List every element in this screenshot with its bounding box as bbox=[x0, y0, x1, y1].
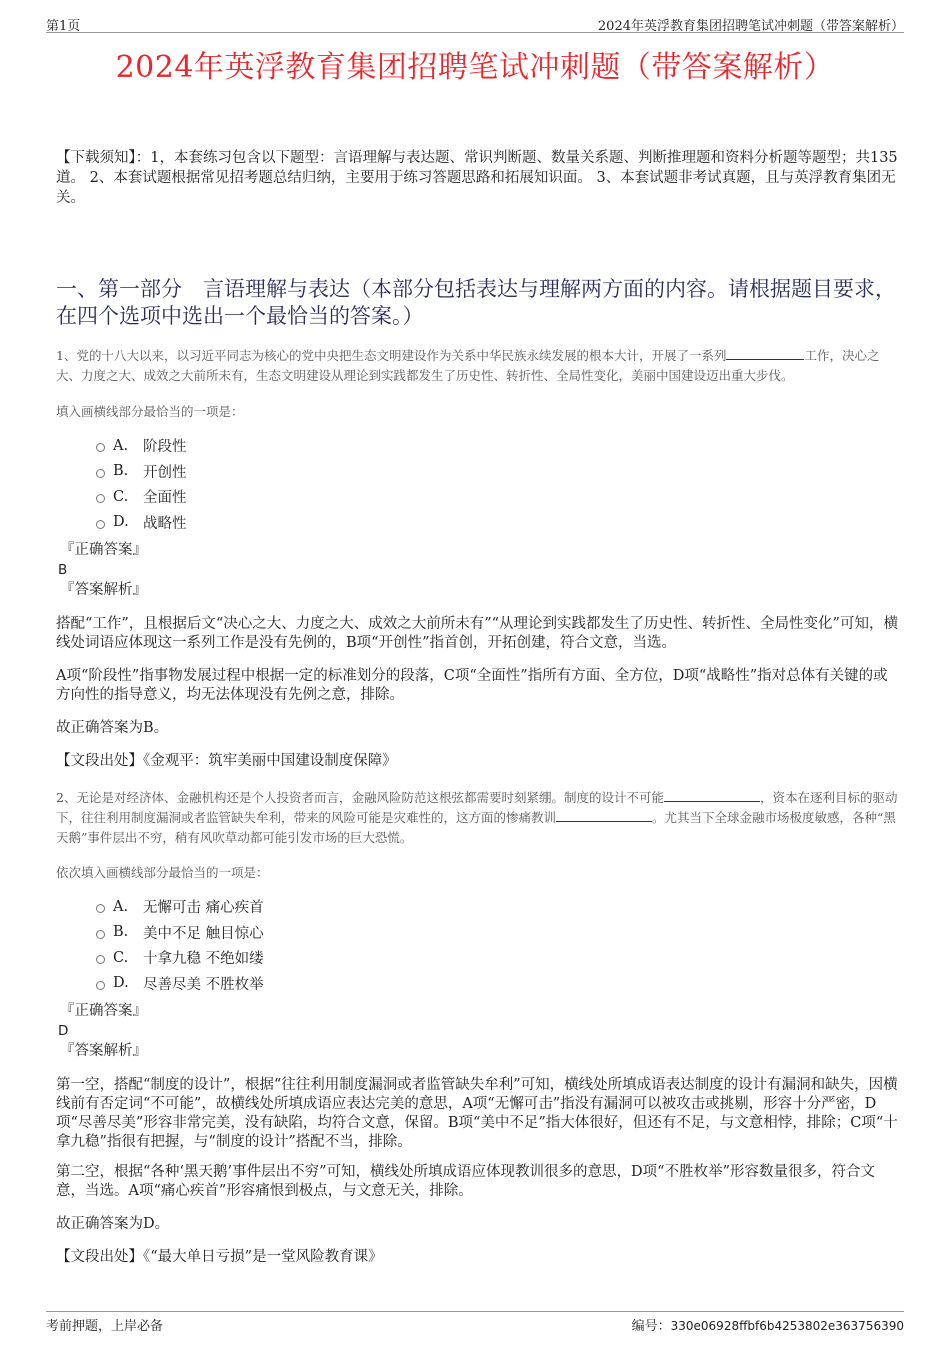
option-b[interactable]: B. 美中不足 触目惊心 bbox=[96, 920, 264, 946]
correct-answer: B bbox=[58, 562, 68, 578]
source-citation: 【文段出处】《“最大单日亏损”是一堂风险教育课》 bbox=[56, 1249, 383, 1265]
radio-icon[interactable] bbox=[96, 955, 105, 964]
answer-label: 『正确答案』 bbox=[60, 542, 147, 558]
answer-blank bbox=[726, 347, 804, 360]
page-footer bbox=[46, 1311, 904, 1332]
header-doc-title: 2024年英浮教育集团招聘笔试冲刺题（带答案解析） bbox=[597, 19, 904, 34]
question-1-stem: 1、党的十八大以来，以习近平同志为核心的党中央把生态文明建设作为关系中华民族永续发展的根本大计，开展了一系列 工作，决心之大、力度之大、成效之大前所未有，生态文明建设从理论到实践都发生了历史性、转折性、全局性变化，美丽中国建设迈出重大步伐。 bbox=[56, 348, 880, 383]
document-title: 2024年英浮教育集团招聘笔试冲刺题（带答案解析） bbox=[115, 50, 835, 85]
correct-answer: D bbox=[58, 1023, 69, 1039]
option-b[interactable]: B. 开创性 bbox=[96, 459, 187, 485]
radio-icon[interactable] bbox=[96, 520, 105, 529]
radio-icon[interactable] bbox=[96, 494, 105, 503]
question-2-prompt: 依次填入画横线部分最恰当的一项是： bbox=[56, 865, 269, 880]
page-header bbox=[46, 14, 904, 33]
option-d[interactable]: D. 战略性 bbox=[96, 510, 187, 536]
analysis-conclusion: 故正确答案为D。 bbox=[56, 1216, 170, 1232]
radio-icon[interactable] bbox=[96, 981, 105, 990]
question-1-prompt: 填入画横线部分最恰当的一项是： bbox=[56, 404, 244, 419]
option-a[interactable]: A. 无懈可击 痛心疾首 bbox=[96, 894, 264, 920]
analysis-paragraph: 搭配“工作”，且根据后文“决心之大、力度之大、成效之大前所未有”“从理论到实践都发生了历史性、转折性、全局性变化”可知，横线处词语应体现这一系列工作是没有先例的，B项“开创性”指首创，开拓创建，符合文意，当选。 bbox=[56, 616, 898, 651]
section-title: 一、第一部分 言语理解与表达（本部分包括表达与理解两方面的内容。请根据题目要求，在四个选项中选出一个最恰当的答案。） bbox=[56, 277, 896, 328]
option-c[interactable]: C. 全面性 bbox=[96, 484, 187, 510]
analysis-paragraph: A项“阶段性”指事物发展过程中根据一定的标准划分的段落，C项“全面性”指所有方面、全方位，D项“战略性”指对总体有关键的或方向性的指导意义，均无法体现没有先例之意，排除。 bbox=[56, 668, 888, 703]
option-a[interactable]: A. 阶段性 bbox=[96, 433, 187, 459]
radio-icon[interactable] bbox=[96, 930, 105, 939]
question-2-answer-block bbox=[56, 1001, 900, 1061]
radio-icon[interactable] bbox=[96, 904, 105, 913]
question-2-options bbox=[96, 894, 264, 996]
answer-label: 『正确答案』 bbox=[60, 1003, 147, 1019]
answer-blank bbox=[664, 789, 760, 802]
question-1-answer-block bbox=[56, 540, 900, 600]
radio-icon[interactable] bbox=[96, 443, 105, 452]
analysis-label: 『答案解析』 bbox=[60, 582, 147, 598]
analysis-paragraph: 第一空，搭配“制度的设计”，根据“往往利用制度漏洞或者监管缺失牟利”可知，横线处所填成语表达制度的设计有漏洞和缺失，因横线前有否定词“不可能”，故横线处所填成语应表达完美的意思，A项“无懈可击”指没有漏洞可以被攻击或挑剔，形容十分严密，D项“尽善尽美”形容非常完美，没有缺陷，均符合文意，保留。B项“美中不足”指大体很好，但还有不足，与文意相悖，排除；C项“十拿九稳”指很有把握，与“制度的设计”搭配不当，排除。 bbox=[56, 1077, 898, 1150]
radio-icon[interactable] bbox=[96, 469, 105, 478]
analysis-paragraph: 第二空，根据“各种‘黑天鹅’事件层出不穷”可知，横线处所填成语应体现教训很多的意思，D项“不胜枚举”形容数量很多，符合文意，当选。A项“痛心疾首”形容痛恨到极点，与文意无关，排除。 bbox=[56, 1164, 875, 1199]
document-id: 编号：330e06928ffbf6b4253802e363756390 bbox=[631, 1319, 904, 1334]
footer-slogan: 考前押题，上岸必备 bbox=[46, 1319, 164, 1334]
option-c[interactable]: C. 十拿九稳 不绝如缕 bbox=[96, 945, 264, 971]
page-number: 第1页 bbox=[46, 19, 81, 34]
answer-blank bbox=[556, 809, 652, 822]
source-citation: 【文段出处】《金观平：筑牢美丽中国建设制度保障》 bbox=[56, 753, 397, 769]
download-notice: 【下载须知】：1，本套练习包含以下题型：言语理解与表达题、常识判断题、数量关系题、判断推理题和资料分析题等题型；共135道。 2、本套试题根据常见招考题总结归纳，主要用于练习答题思路和拓展知识面。 3、本套试题非考试真题，且与英浮教育集团无关。 bbox=[56, 150, 898, 206]
option-d[interactable]: D. 尽善尽美 不胜枚举 bbox=[96, 971, 264, 997]
analysis-label: 『答案解析』 bbox=[60, 1043, 147, 1059]
question-1-options bbox=[96, 433, 187, 535]
analysis-conclusion: 故正确答案为B。 bbox=[56, 720, 169, 736]
question-2-stem: 2、无论是对经济体、金融机构还是个人投资者而言，金融风险防范这根弦都需要时刻紧绷。制度的设计不可能 ，资本在逐利目标的驱动下，往往利用制度漏洞或者监管缺失牟利，带来的风险可能是灾难性的，这方面的惨痛教训 。尤其当下全球金融市场极度敏感，各种“黑天鹅”事件层出不穷，稍有风吹草动都可能引发市场的巨大恐慌。 bbox=[56, 790, 898, 845]
